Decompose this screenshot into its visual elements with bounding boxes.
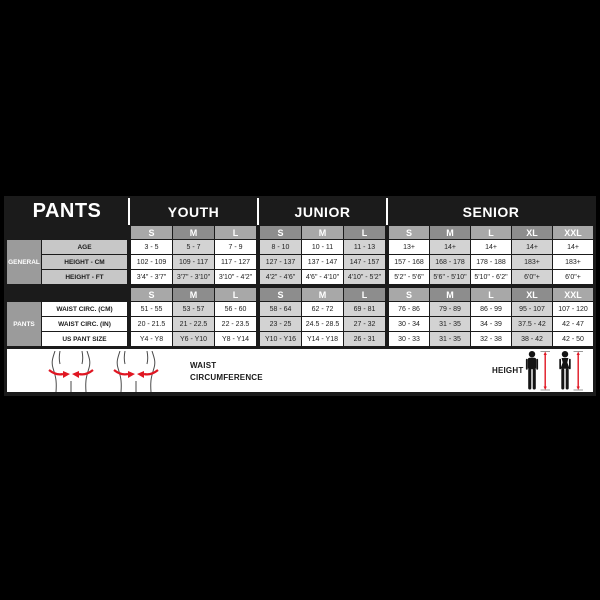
size-chart-panel: [4, 196, 596, 396]
general-section: [7, 240, 593, 284]
group-divider: [257, 198, 259, 225]
data-cell: 20 - 21.5: [131, 317, 172, 331]
group-gap: [386, 255, 388, 269]
data-cell: Y14 - Y18: [302, 332, 343, 346]
pants-section: [7, 302, 593, 346]
row-label: WAIST CIRC. (IN): [42, 317, 127, 331]
data-cell: 183+: [553, 255, 593, 269]
size-header-senior-l: L: [471, 226, 511, 239]
height-label: HEIGHT: [492, 366, 524, 375]
group-gap: [128, 332, 130, 346]
data-cell: 14+: [553, 240, 593, 254]
data-cell: 42 - 50: [553, 332, 593, 346]
size-header-junior-m: M: [302, 288, 343, 301]
group-gap: [386, 240, 388, 254]
group-header-junior: JUNIOR: [294, 203, 351, 220]
data-cell: 42 - 47: [553, 317, 593, 331]
size-header-junior-m: M: [302, 226, 343, 239]
group-gap: [257, 255, 259, 269]
data-cell: 31 - 35: [430, 332, 470, 346]
size-header-youth-l: L: [215, 226, 256, 239]
size-header-senior-xxl: XXL: [553, 226, 593, 239]
data-cell: 3'4" - 3'7": [131, 270, 172, 284]
data-cell: 3'10" - 4'2": [215, 270, 256, 284]
data-cell: 10 - 11: [302, 240, 343, 254]
data-cell: 4'2" - 4'6": [260, 270, 301, 284]
row-label: HEIGHT - FT: [42, 270, 127, 284]
row-label: HEIGHT - CM: [42, 255, 127, 269]
group-gap: [128, 270, 130, 284]
data-cell: 24.5 - 28.5: [302, 317, 343, 331]
section-label: PANTS: [7, 302, 41, 346]
group-gap: [386, 288, 388, 301]
data-cell: 31 - 35: [430, 317, 470, 331]
group-gap: [257, 332, 259, 346]
group-gap: [257, 270, 259, 284]
data-cell: 30 - 34: [389, 317, 429, 331]
group-gap: [386, 317, 388, 331]
waist-label-line2: CIRCUMFERENCE: [190, 372, 263, 382]
data-cell: 37.5 - 42: [512, 317, 552, 331]
data-cell: 34 - 39: [471, 317, 511, 331]
section-label: GENERAL: [7, 240, 41, 284]
measurement-legend: [7, 349, 593, 392]
data-cell: 53 - 57: [173, 302, 214, 316]
size-header-youth-m: M: [173, 226, 214, 239]
row-label: US PANT SIZE: [42, 332, 127, 346]
data-cell: 5'2" - 5'6": [389, 270, 429, 284]
group-header-senior: SENIOR: [462, 203, 520, 220]
group-header-youth: YOUTH: [167, 203, 220, 220]
data-cell: 5 - 7: [173, 240, 214, 254]
data-cell: 127 - 137: [260, 255, 301, 269]
size-header-junior-s: S: [260, 226, 301, 239]
size-header-senior-m: M: [430, 226, 470, 239]
data-cell: 6'0"+: [512, 270, 552, 284]
data-cell: 107 - 120: [553, 302, 593, 316]
data-cell: 26 - 31: [344, 332, 385, 346]
group-gap: [386, 302, 388, 316]
data-cell: 58 - 64: [260, 302, 301, 316]
group-gap: [257, 240, 259, 254]
data-cell: 21 - 22.5: [173, 317, 214, 331]
group-gap: [257, 317, 259, 331]
row-label: WAIST CIRC. (CM): [42, 302, 127, 316]
group-gap: [128, 288, 130, 301]
group-gap: [257, 302, 259, 316]
table-title: PANTS: [32, 200, 102, 222]
data-cell: 23 - 25: [260, 317, 301, 331]
waist-figure-back: [117, 351, 155, 392]
data-cell: 4'10" - 5'2": [344, 270, 385, 284]
data-cell: 11 - 13: [344, 240, 385, 254]
data-cell: 5'10" - 6'2": [471, 270, 511, 284]
size-header-youth-m: M: [173, 288, 214, 301]
group-gap: [128, 240, 130, 254]
data-cell: 38 - 42: [512, 332, 552, 346]
data-cell: 30 - 33: [389, 332, 429, 346]
corner-spacer: [7, 226, 41, 239]
size-header-senior-s: S: [389, 288, 429, 301]
data-cell: 22 - 23.5: [215, 317, 256, 331]
height-arrow-icon: [574, 352, 584, 391]
data-cell: Y8 - Y14: [215, 332, 256, 346]
data-cell: 79 - 89: [430, 302, 470, 316]
data-cell: 27 - 32: [344, 317, 385, 331]
data-cell: 168 - 178: [430, 255, 470, 269]
data-cell: 117 - 127: [215, 255, 256, 269]
table-header-row: [7, 198, 593, 225]
group-gap: [386, 270, 388, 284]
group-gap: [128, 317, 130, 331]
size-header-row-general: [7, 226, 593, 239]
size-header-junior-l: L: [344, 288, 385, 301]
data-cell: 95 - 107: [512, 302, 552, 316]
data-cell: Y4 - Y8: [131, 332, 172, 346]
size-header-row-pants: [7, 288, 593, 301]
group-divider: [386, 198, 388, 225]
female-silhouette: [559, 351, 570, 390]
row-label: AGE: [42, 240, 127, 254]
size-header-senior-xl: XL: [512, 226, 552, 239]
height-arrow-icon: [541, 352, 551, 391]
group-gap: [257, 288, 259, 301]
size-header-senior-s: S: [389, 226, 429, 239]
data-cell: 32 - 38: [471, 332, 511, 346]
data-cell: 8 - 10: [260, 240, 301, 254]
group-divider: [128, 198, 130, 225]
data-cell: 147 - 157: [344, 255, 385, 269]
data-cell: 183+: [512, 255, 552, 269]
group-gap: [257, 226, 259, 239]
group-gap: [128, 302, 130, 316]
label-spacer: [42, 288, 127, 301]
data-cell: 51 - 55: [131, 302, 172, 316]
size-header-youth-l: L: [215, 288, 256, 301]
group-gap: [128, 226, 130, 239]
data-cell: 86 - 99: [471, 302, 511, 316]
data-cell: 178 - 188: [471, 255, 511, 269]
data-cell: 3 - 5: [131, 240, 172, 254]
waist-circumference-label: [190, 360, 263, 383]
waist-label-line1: WAIST: [190, 361, 217, 370]
data-cell: 3'7" - 3'10": [173, 270, 214, 284]
data-cell: Y10 - Y16: [260, 332, 301, 346]
size-header-youth-s: S: [131, 288, 172, 301]
size-header-senior-xxl: XXL: [553, 288, 593, 301]
data-cell: 14+: [430, 240, 470, 254]
height-figures-illustration: [521, 350, 591, 391]
data-cell: 102 - 109: [131, 255, 172, 269]
data-cell: 69 - 81: [344, 302, 385, 316]
size-header-senior-m: M: [430, 288, 470, 301]
data-cell: 14+: [512, 240, 552, 254]
data-cell: 109 - 117: [173, 255, 214, 269]
size-header-youth-s: S: [131, 226, 172, 239]
data-cell: 137 - 147: [302, 255, 343, 269]
group-gap: [128, 255, 130, 269]
label-spacer: [42, 226, 127, 239]
size-header-junior-l: L: [344, 226, 385, 239]
group-gap: [386, 226, 388, 239]
waist-figure-front: [52, 351, 90, 392]
data-cell: 62 - 72: [302, 302, 343, 316]
data-cell: 157 - 168: [389, 255, 429, 269]
male-silhouette: [526, 351, 538, 390]
data-cell: 7 - 9: [215, 240, 256, 254]
data-cell: 6'0"+: [553, 270, 593, 284]
group-gap: [386, 332, 388, 346]
data-cell: 56 - 60: [215, 302, 256, 316]
data-cell: 4'6" - 4'10": [302, 270, 343, 284]
corner-spacer: [7, 288, 41, 301]
data-cell: 13+: [389, 240, 429, 254]
size-header-senior-l: L: [471, 288, 511, 301]
size-header-junior-s: S: [260, 288, 301, 301]
data-cell: Y6 - Y10: [173, 332, 214, 346]
data-cell: 76 - 86: [389, 302, 429, 316]
waist-figures-illustration: [41, 351, 176, 392]
data-cell: 14+: [471, 240, 511, 254]
data-cell: 5'6" - 5'10": [430, 270, 470, 284]
size-header-senior-xl: XL: [512, 288, 552, 301]
